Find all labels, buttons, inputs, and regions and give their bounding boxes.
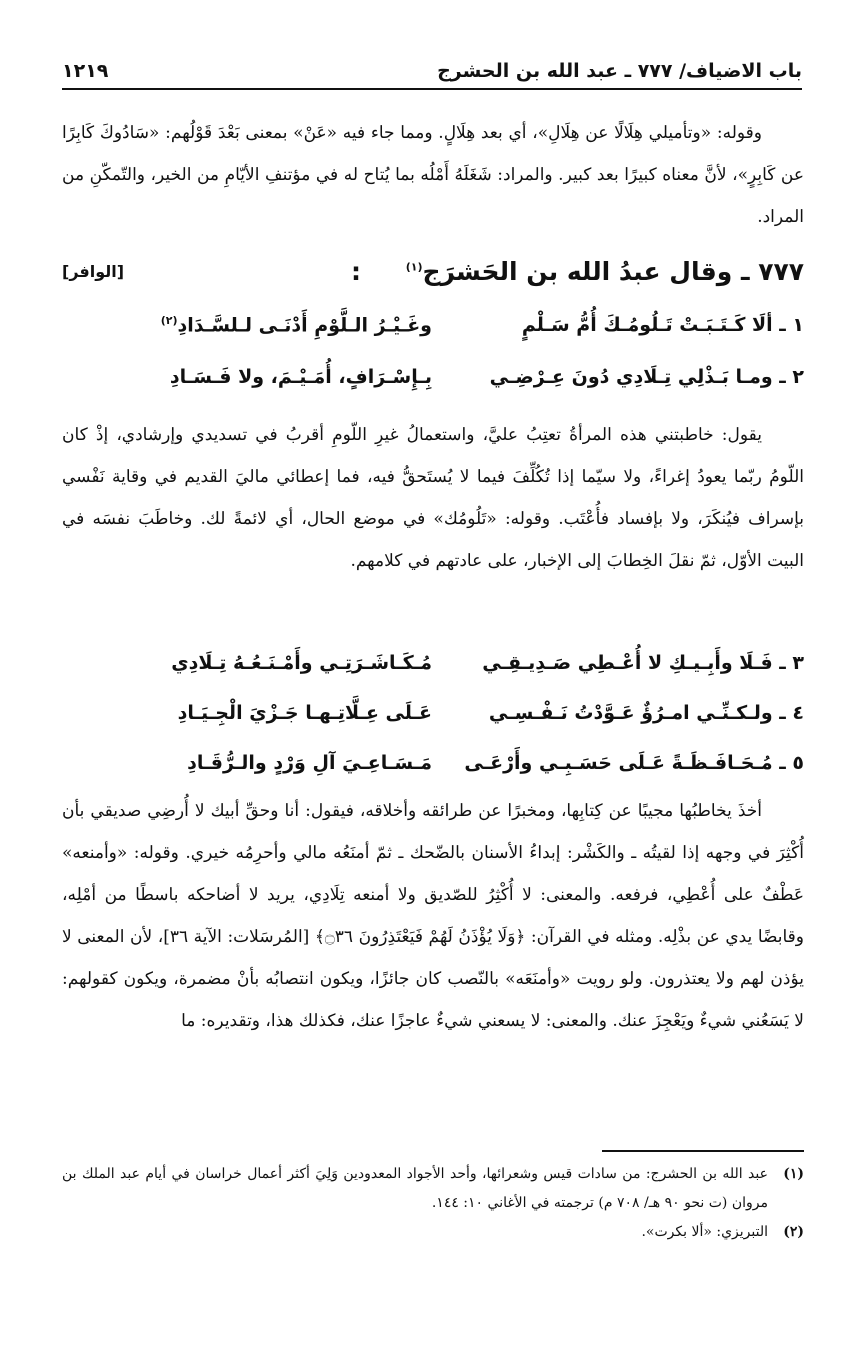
poem-title xyxy=(351,257,804,286)
commentary-paragraph-1 xyxy=(62,414,804,582)
footnotes xyxy=(62,1160,804,1247)
verse-second-hemistich: عَـلَى عِـلَّاتِـهـا جَـزْيَ الْجِـيَـادِ xyxy=(177,702,432,724)
verse-line xyxy=(62,740,804,786)
running-header xyxy=(62,50,802,90)
verse-first-hemistich: ٥ ـ مُـحَـافَـظَـةً عَـلَى حَسَـبِـي وأَرْعَـى xyxy=(464,752,804,774)
footnote-text: التبريزي: «ألا بكرت». xyxy=(641,1224,768,1240)
intro-paragraph-text: وقوله: «وتأميلي هِلَالًا عن هِلَالِ»، أي بعد هِلَالٍ. ومما جاء فيه «عَنْ» بمعنى بَعْدَ قَوْلُهم: «سَادُوكَ كَابِرًا عن كَابِرٍ»، لأنَّ معناه كبيرًا بعد كبير. والمراد: شَغَلَهُ أَمْلُه بما يُتاح له في مؤتنفِ الأيّامِ من الخير، والتّمكّنِ من المراد. xyxy=(62,123,804,227)
verse-second-hemistich: مُـكَـاشَـرَتِـي وأَمْـنَـعُـهُ تِـلَادِي xyxy=(171,652,432,674)
verse-first-hemistich: ٤ ـ ولـكـنِّـي امـرُؤٌ عَـوَّدْتُ نَـفْـسِـي xyxy=(488,702,804,724)
footnote-number: (١) xyxy=(783,1166,804,1182)
verse-first-hemistich: ١ ـ ألَا كَـتَـبَـتْ تَـلُومُـكَ أُمُّ سَـلْمٍ xyxy=(521,314,804,336)
footnote-separator xyxy=(602,1150,804,1152)
poem-title-text: ٧٧٧ ـ وقال عبدُ الله بن الحَشرَج xyxy=(422,256,804,286)
commentary-paragraph-2 xyxy=(62,790,804,1042)
commentary-text-1: يقول: خاطبتني هذه المرأةُ تعتِبُ عليَّ، واستعمالُ غيرِ اللّومِ أقربُ في تسديدي وإرشادي، إذْ كان اللّومُ ربّما يعودُ إغراءً، ولا سيّما إذا تُكُلِّفَ فيما لا يُستَحقُّ فيه، فما إعطائي ماليَ القديم في وقاية نَفْسي بإسراف فيُنكَرَ، ولا بإفساد فأُعْتَب. وقوله: «تَلُومُك» في موضع الحال، أي لائمةً لك. وخاطَبَ نفسَه في البيت الأوّل، ثمّ نقلَ الخِطابَ إلى الإخبار، على عادتهم في كلامهم. xyxy=(62,425,804,571)
verse-second-text: وغَـيْـرُ الـلَّوْمِ أَدْنَـى لـلسَّـدَادِ xyxy=(177,314,432,337)
footnote-item xyxy=(62,1218,804,1247)
commentary-text-2: أخذَ يخاطبُها مجيبًا عن كِتابِها، ومخبرًا عن طرائقه وأخلاقه، فيقول: أنا وحقِّ أبيك لا أُرضِي صديقي بأن أُكْثِرَ في وجهه إذا لقيتُه ـ والكَشْر: إبداءُ الأسنان بالضّحك ـ ثمّ أمنَعُه مالي وأحرِمُه خيري. وقوله: «وأمنعه» عَطْفٌ على أُعْطِي، فرفعه. والمعنى: لا أُكْثِرُ للصّديق ولا أمنعه تِلَادِي، يريد لا أضاحكه باسطًا من أمْلِه، وقابضًا يدي عن بذْلِه. ومثله في القرآن: ﴿وَلَا يُؤْذَنُ لَهُمْ فَيَعْتَذِرُونَ ۝٣٦﴾ [المُرسَلات: الآية ٣٦]، لأن المعنى لا يؤذن لهم ولا يعتذرون. ولو رويت «وأمنَعَه» بالنّصب كان جائزًا، ويكون انتصابُه بأنْ مضمرة، ويكون كقولهم: لا يَسَعُني شيءٌ ويَعْجِزَ عنك. والمعنى: لا يسعني شيءٌ عاجزًا عنك، فكذلك هذا، وتقديره: ما xyxy=(62,801,804,1031)
verse-first-hemistich: ٣ ـ فَـلَا وأَبِـيـكِ لا أُعْـطِي صَـدِيـقِـي xyxy=(482,652,804,674)
verse-second-hemistich xyxy=(62,314,432,336)
poem-heading xyxy=(62,250,804,292)
footnote-number: (٢) xyxy=(783,1224,804,1240)
verse-line xyxy=(62,354,804,400)
verse-line xyxy=(62,302,804,348)
footnote-text: عبد الله بن الحشرج: من سادات قيس وشعرائها، وأحد الأجواد المعدودين وَلِيَ أكثر أعمال خراسان في أيام عبد الملك بن مروان (ت نحو ٩٠ هـ/ ٧٠٨ م) ترجمته في الأغاني ١٠: ١٤٤. xyxy=(62,1166,768,1211)
verse-line xyxy=(62,640,804,686)
page-number: ١٢١٩ xyxy=(62,60,109,82)
intro-paragraph xyxy=(62,112,804,238)
footnote-item xyxy=(62,1160,804,1218)
verse-second-hemistich: بِـإِسْـرَافٍ، أُمَـيْـمَ، ولا فَـسَـادِ xyxy=(169,366,432,388)
verse-line xyxy=(62,690,804,736)
verse-second-hemistich: مَـسَـاعِـيَ آلِ وَرْدٍ والـرُّقَـادِ xyxy=(187,752,432,774)
poem-meter: [الوافر] xyxy=(62,261,125,281)
chapter-heading: باب الاضياف/ ٧٧٧ ـ عبد الله بن الحشرج xyxy=(437,60,802,82)
footnote-ref-2: (٢) xyxy=(160,313,178,327)
footnote-ref-1: (١) xyxy=(405,260,423,274)
poem-title-colon: : xyxy=(351,256,362,286)
verse-first-hemistich: ٢ ـ ومـا بَـذْلِي تِـلَادِي دُونَ عِـرْضِـي xyxy=(489,366,804,388)
